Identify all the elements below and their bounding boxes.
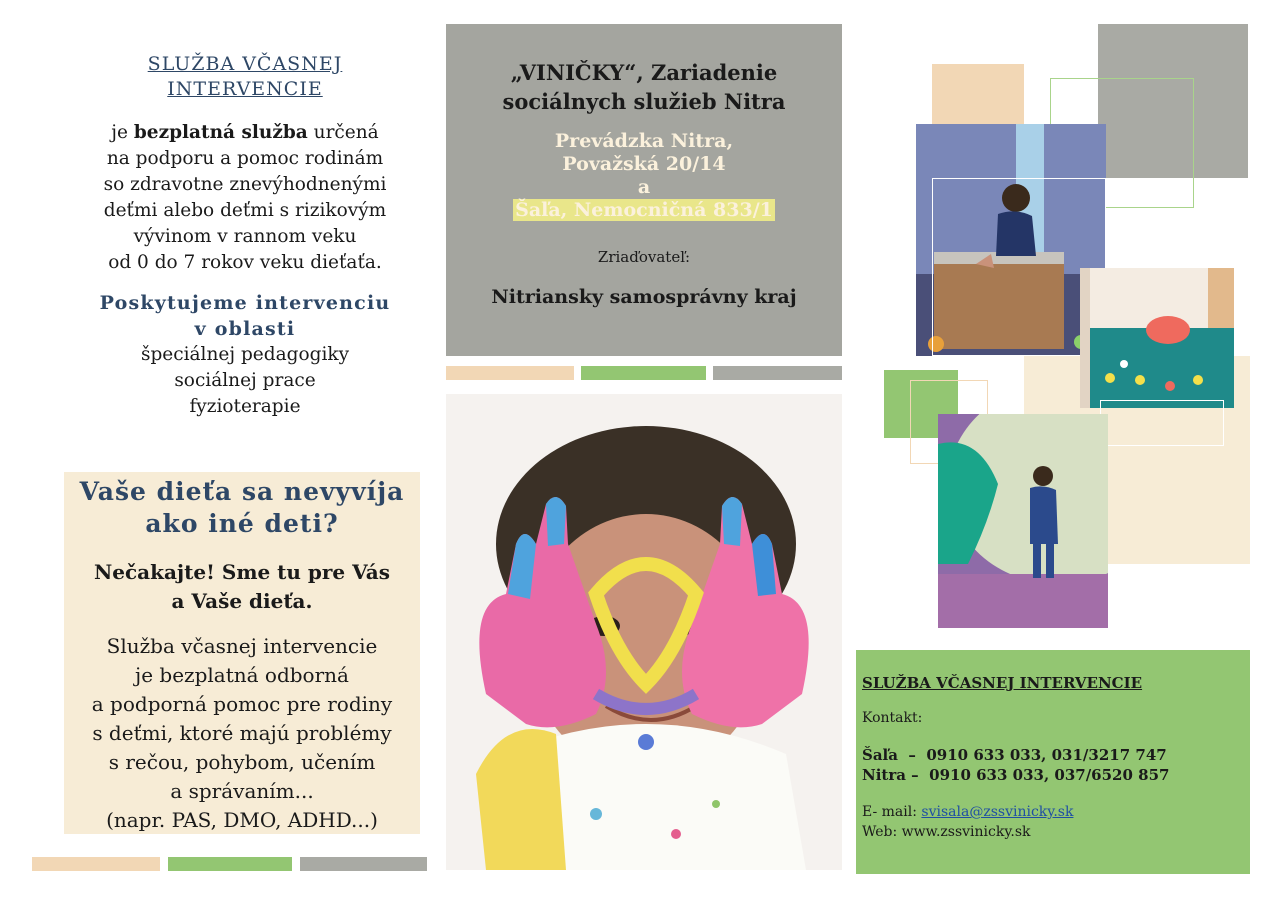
cream-box-subtitle: Nečakajte! Sme tu pre Vás a Vaše dieťa. [93,560,391,613]
email-label: E- mail: [862,804,922,820]
tan-strip [32,857,160,871]
area-item: fyzioterapie [189,396,301,417]
contact-phone-sala: Šaľa – 0910 633 033, 031/3217 747 [862,746,1167,764]
cream-box-body: Služba včasnej intervencie je bezplatná odborná a podporná pomoc pre rodiny s deťmi, ktoré majú problémy s rečou, pohybom, učením a správaním... (napr. PAS, DMO, ADHD...) [91,634,393,832]
contact-email [862,804,1073,820]
green-strip [581,366,706,380]
service-intro: je bezplatná služba určená na podporu a pomoc rodinám so zdravotne znevýhodnenými deťmi alebo deťmi s rizikovým vývinom v rannom veku od 0 do 7 rokov veku dieťaťa. [103,122,387,273]
tan-deco-square [932,64,1024,126]
cream-box-title: Vaše dieťa sa nevyvíja ako iné deti? [79,477,405,538]
tan-strip [446,366,574,380]
grey-strip [713,366,842,380]
area-item: špeciálnej pedagogiky [140,344,350,365]
therapy-room-photo-2 [1080,268,1234,408]
child-painted-hands-photo [446,394,842,870]
facility-title: „VINIČKY“, Zariadenie sociálnych služieb Nitra [502,60,786,114]
facility-address: Prevádzka Nitra, Považská 20/14 a Šaľa, Nemocničná 833/1 [515,130,773,221]
provide-heading: Poskytujeme intervenciu v oblasti [99,292,391,340]
service-title: SLUŽBA VČASNEJ INTERVENCIE [147,53,343,100]
founder-name: Nitriansky samosprávny kraj [491,286,797,308]
green-strip [168,857,292,871]
contact-phone-nitra: Nitra – 0910 633 033, 037/6520 857 [862,766,1170,784]
email-link[interactable]: svisala@zssvinicky.sk [921,804,1074,820]
grey-strip [300,857,427,871]
contact-label: Kontakt: [862,710,923,726]
contact-title: SLUŽBA VČASNEJ INTERVENCIE [862,674,1143,692]
contact-web: Web: www.zssvinicky.sk [862,824,1031,840]
intervention-areas [60,342,430,420]
therapy-room-photo-3 [938,414,1108,628]
highlighted-address: Šaľa, Nemocničná 833/1 [515,199,773,221]
area-item: sociálnej prace [174,370,316,391]
founder-label: Zriaďovateľ: [597,248,691,266]
white-outline-frame-2 [1100,400,1224,446]
